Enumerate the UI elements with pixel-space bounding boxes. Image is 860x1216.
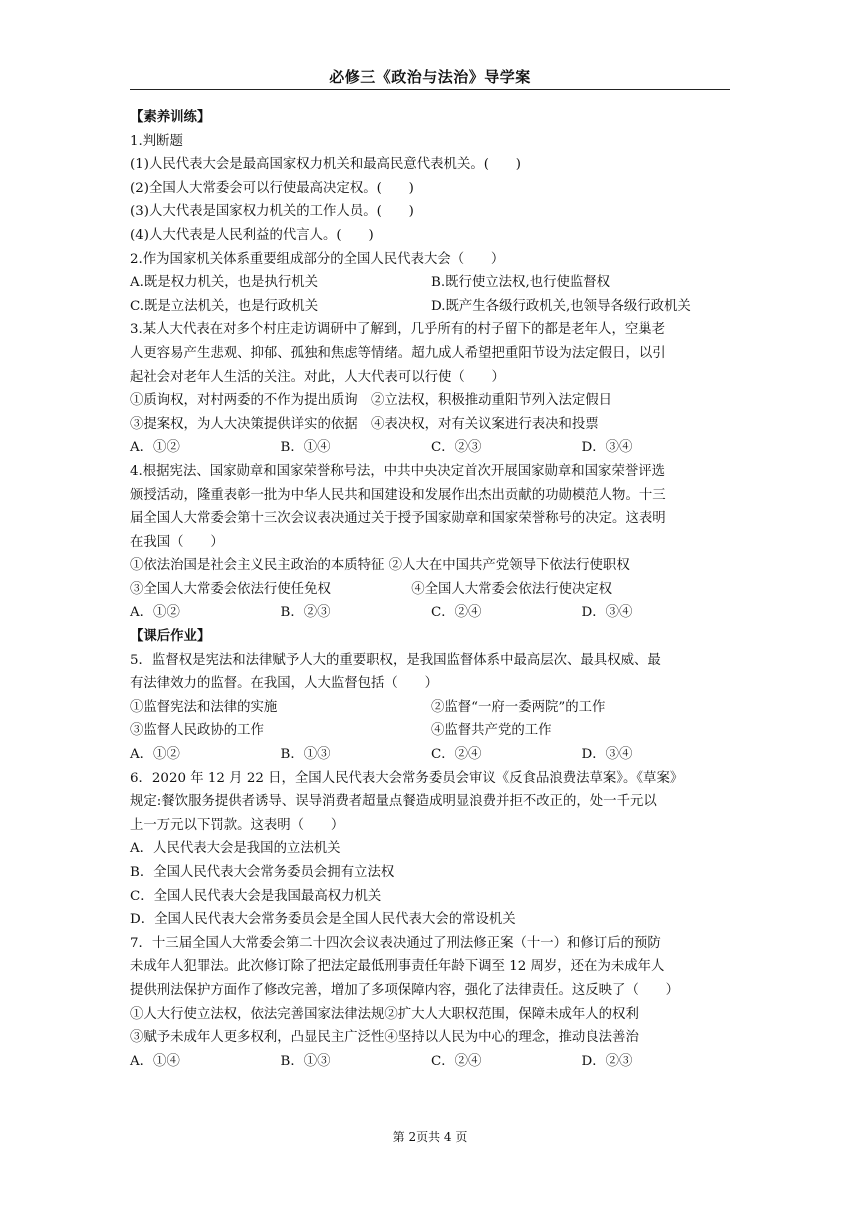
judgment-item: (3)人大代表是国家权力机关的工作人员。( ) [130,204,414,220]
option-row [130,601,732,625]
option-row [130,436,732,460]
option-d: D．③④ [581,605,633,621]
judgment-item: (2)全国人大常委会可以行使最高决定权。( ) [130,180,414,196]
section-title-homework: 【课后作业】 [130,629,211,645]
question-stem-line: 未成年人犯罪法。此次修订除了把法定最低刑事责任年龄下调至 12 周岁，还在为未成年人 [130,959,665,975]
option-d: D．②③ [581,1053,633,1069]
statement-1: ①监督宪法和法律的实施 [130,699,278,715]
statement-line: ①质询权，对村两委的不作为提出质询 ②立法权，积极推动重阳节列入法定假日 [130,393,613,409]
option-d: D．③④ [581,747,633,763]
option-c: C．②③ [431,440,482,456]
question-stem-line: 提供刑法保护方面作了修改完善，增加了多项保障内容，强化了法律责任。这反映了（ ） [130,982,680,998]
option-b: B.既行使立法权,也行使监督权 [431,275,611,291]
statement-line: ③提案权，为人大决策提供详实的依据 ④表决权，对有关议案进行表决和投票 [130,416,599,432]
option-b: B．全国人民代表大会常务委员会拥有立法权 [130,865,395,880]
option-c: C．②④ [431,747,482,763]
option-b: B．①③ [280,747,331,763]
question-1 [130,130,732,248]
option-c: C．②④ [431,1053,482,1069]
question-stem-line: 6．2020 年 12 月 22 日，全国人民代表大会常务委员会审议《反食品浪费法草案》。《草案》 [130,770,684,786]
option-a: A．①② [130,605,180,621]
page-header-title: 必修三《政治与法治》导学案 [329,68,531,86]
header-rule [130,89,730,90]
question-stem-line: 起社会对老年人生活的关注。对此，人大代表可以行使（ ） [130,369,505,385]
question-stem-line: 规定:餐饮服务提供者诱导、误导消费者超量点餐造成明显浪费并拒不改正的，处一千元以 [130,794,657,810]
question-stem: 2.作为国家机关体系重要组成部分的全国人民代表大会（ ） [130,251,505,267]
question-stem-line: 7．十三届全国人大常委会第二十四次会议表决通过了刑法修正案（十一）和修订后的预防 [130,935,661,951]
option-row [130,1050,732,1074]
statement-line: ③全国人大常委会依法行使任免权 ④全国人大常委会依法行使决定权 [130,581,613,597]
question-2 [130,248,732,319]
option-a: A．①④ [130,1053,180,1069]
question-4 [130,460,732,625]
option-c: C．②④ [431,605,482,621]
option-b: B．②③ [280,605,331,621]
option-d: D.既产生各级行政机关,也领导各级行政机关 [431,298,691,314]
option-b: B．①④ [280,440,331,456]
statement-line: ①人大行使立法权，依法完善国家法律法规②扩大人大职权范围，保障未成年人的权利 [130,1006,639,1022]
statement-line: ③赋予未成年人更多权利，凸显民主广泛性④坚持以人民为中心的理念，推动良法善治 [130,1030,639,1046]
question-stem-line: 届全国人大常委会第十三次会议表决通过关于授予国家勋章和国家荣誉称号的决定。这表明 [130,511,666,527]
judgment-item: (4)人大代表是人民利益的代言人。( ) [130,227,374,243]
question-stem-line: 人更容易产生悲观、抑郁、孤独和焦虑等情绪。超九成人希望把重阳节设为法定假日，以引 [130,345,666,361]
question-6 [130,767,732,932]
page-number: 第 2页共 4 页 [392,1130,468,1144]
question-stem-line: 4.根据宪法、国家勋章和国家荣誉称号法，中共中央决定首次开展国家勋章和国家荣誉评选 [130,463,666,479]
statement-2: ②监督“一府一委两院”的工作 [431,699,606,715]
option-c: C.既是立法机关，也是行政机关 [130,298,319,314]
statement-row [130,719,732,743]
statement-3: ③监督人民政协的工作 [130,723,264,739]
option-d: D．全国人民代表大会常务委员会是全国人民代表大会的常设机关 [130,912,516,928]
option-b: B．①③ [280,1053,331,1069]
option-row [130,295,732,319]
question-stem-line: 颁授活动，隆重表彰一批为中华人民共和国建设和发展作出杰出贡献的功勋模范人物。十三 [130,487,666,503]
option-c: C．全国人民代表大会是我国最高权力机关 [130,888,382,904]
option-a: A．人民代表大会是我国的立法机关 [130,841,341,857]
option-row [130,271,732,295]
judgment-item: (1)人民代表大会是最高国家权力机关和最高民意代表机关。( ) [130,157,521,173]
option-a: A．①② [130,440,180,456]
statement-line: ①依法治国是社会主义民主政治的本质特征 ②人大在中国共产党领导下依法行使职权 [130,558,630,574]
option-a: A．①② [130,747,180,763]
option-a: A.既是权力机关，也是执行机关 [130,275,319,291]
question-stem: 1.判断题 [130,133,183,149]
option-d: D．③④ [581,440,633,456]
question-7 [130,932,732,1074]
document-body [130,106,732,1073]
option-row [130,743,732,767]
question-stem-line: 上一万元以下罚款。这表明（ ） [130,817,345,833]
question-stem-line: 有法律效力的监督。在我国，人大监督包括（ ） [130,676,438,692]
question-stem-line: 5．监督权是宪法和法律赋予人大的重要职权，是我国监督体系中最高层次、最具权威、最 [130,652,661,668]
section-title-training: 【素养训练】 [130,110,211,125]
question-stem-line: 3.某人大代表在对多个村庄走访调研中了解到，几乎所有的村子留下的都是老年人，空巢老 [130,322,666,338]
statement-4: ④监督共产党的工作 [431,723,552,739]
question-5 [130,649,732,767]
question-stem-line: 在我国（ ） [130,534,224,550]
statement-row [130,696,732,720]
question-3 [130,318,732,460]
